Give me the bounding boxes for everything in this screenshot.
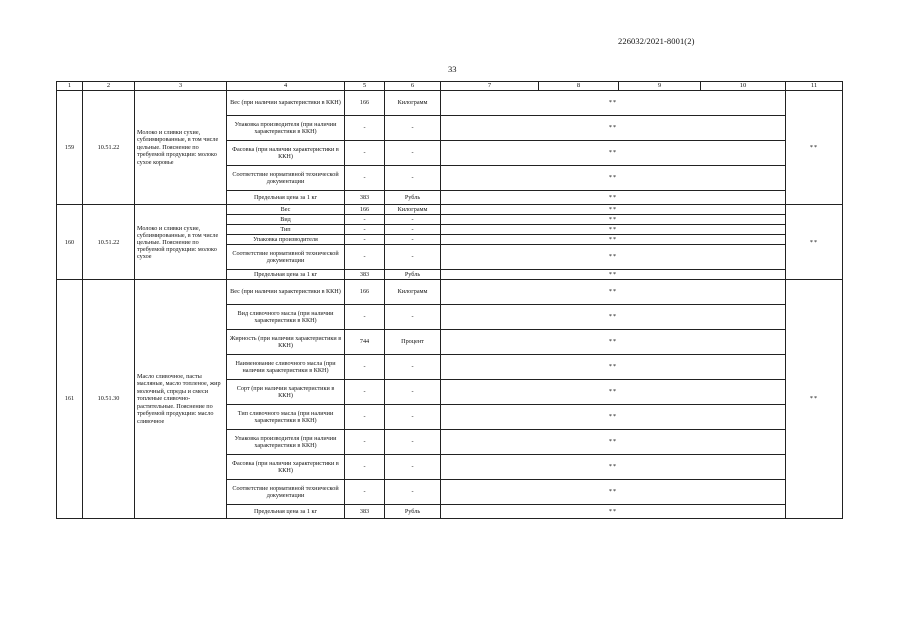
unit-name: Килограмм xyxy=(385,205,441,215)
column-number: 6 xyxy=(385,82,441,91)
product-description: Молоко и сливки сухие, сублимированные, в том числе цельные. Пояснение по требуемой продукции: молоко сухое коровье xyxy=(135,91,227,205)
unit-code: 383 xyxy=(345,191,385,205)
product-description: Молоко и сливки сухие, сублимированные, в том числе цельные. Пояснение по требуемой продукции: молоко сухое xyxy=(135,205,227,280)
characteristic-value: ** xyxy=(441,480,786,505)
characteristic-name: Предельная цена за 1 кг xyxy=(227,505,345,519)
unit-name: - xyxy=(385,455,441,480)
characteristic-name: Жирность (при наличии характеристики в ККН) xyxy=(227,330,345,355)
unit-name: - xyxy=(385,166,441,191)
unit-code: 383 xyxy=(345,505,385,519)
column-number: 2 xyxy=(83,82,135,91)
characteristic-value: ** xyxy=(441,116,786,141)
unit-code: - xyxy=(345,141,385,166)
unit-name: Рубль xyxy=(385,505,441,519)
row-number: 160 xyxy=(57,205,83,280)
characteristic-value: ** xyxy=(441,215,786,225)
unit-code: - xyxy=(345,245,385,270)
unit-code: - xyxy=(345,380,385,405)
column-11-value: ** xyxy=(786,91,843,205)
unit-code: - xyxy=(345,455,385,480)
characteristic-value: ** xyxy=(441,245,786,270)
okpd-code: 10.51.30 xyxy=(83,280,135,519)
characteristic-name: Упаковка производителя xyxy=(227,235,345,245)
procurement-table xyxy=(56,81,843,519)
unit-name: Рубль xyxy=(385,191,441,205)
column-number: 8 xyxy=(539,82,619,91)
column-number: 3 xyxy=(135,82,227,91)
unit-code: - xyxy=(345,235,385,245)
characteristic-value: ** xyxy=(441,225,786,235)
unit-code: 166 xyxy=(345,91,385,116)
characteristic-value: ** xyxy=(441,280,786,305)
unit-name: - xyxy=(385,215,441,225)
unit-code: 166 xyxy=(345,280,385,305)
okpd-code: 10.51.22 xyxy=(83,91,135,205)
characteristic-name: Вид сливочного масла (при наличии характеристики в ККН) xyxy=(227,305,345,330)
characteristic-name: Фасовка (при наличии характеристики в ККН) xyxy=(227,141,345,166)
characteristic-name: Предельная цена за 1 кг xyxy=(227,270,345,280)
characteristic-name: Наименование сливочного масла (при наличии характеристики в ККН) xyxy=(227,355,345,380)
characteristic-value: ** xyxy=(441,191,786,205)
table-row xyxy=(57,205,843,215)
column-number-row xyxy=(57,82,843,91)
characteristic-name: Соответствие нормативной технической документации xyxy=(227,480,345,505)
unit-name: - xyxy=(385,305,441,330)
unit-name: - xyxy=(385,430,441,455)
unit-code: - xyxy=(345,225,385,235)
unit-code: - xyxy=(345,116,385,141)
characteristic-value: ** xyxy=(441,91,786,116)
unit-code: - xyxy=(345,215,385,225)
unit-name: - xyxy=(385,405,441,430)
unit-name: Процент xyxy=(385,330,441,355)
unit-code: - xyxy=(345,305,385,330)
characteristic-name: Тип xyxy=(227,225,345,235)
column-number: 11 xyxy=(786,82,843,91)
row-number: 159 xyxy=(57,91,83,205)
unit-code: 383 xyxy=(345,270,385,280)
characteristic-name: Вид xyxy=(227,215,345,225)
unit-name: - xyxy=(385,141,441,166)
unit-name: - xyxy=(385,380,441,405)
unit-name: Килограмм xyxy=(385,280,441,305)
column-number: 7 xyxy=(441,82,539,91)
unit-name: - xyxy=(385,235,441,245)
table-row xyxy=(57,280,843,305)
unit-name: - xyxy=(385,480,441,505)
characteristic-name: Фасовка (при наличии характеристики в ККН) xyxy=(227,455,345,480)
characteristic-value: ** xyxy=(441,380,786,405)
column-11-value: ** xyxy=(786,280,843,519)
characteristic-name: Упаковка производителя (при наличии характеристики в ККН) xyxy=(227,430,345,455)
characteristic-value: ** xyxy=(441,455,786,480)
unit-name: Рубль xyxy=(385,270,441,280)
column-number: 10 xyxy=(701,82,786,91)
unit-code: - xyxy=(345,430,385,455)
characteristic-value: ** xyxy=(441,270,786,280)
okpd-code: 10.51.22 xyxy=(83,205,135,280)
document-number: 226032/2021-8001(2) xyxy=(618,36,695,46)
column-number: 4 xyxy=(227,82,345,91)
characteristic-name: Вес xyxy=(227,205,345,215)
table-row xyxy=(57,91,843,116)
characteristic-value: ** xyxy=(441,405,786,430)
unit-name: - xyxy=(385,116,441,141)
characteristic-name: Вес (при наличии характеристики в ККН) xyxy=(227,91,345,116)
characteristic-value: ** xyxy=(441,166,786,191)
unit-code: - xyxy=(345,355,385,380)
characteristic-value: ** xyxy=(441,430,786,455)
unit-code: 744 xyxy=(345,330,385,355)
unit-code: - xyxy=(345,480,385,505)
characteristic-value: ** xyxy=(441,505,786,519)
characteristic-name: Соответствие нормативной технической документации xyxy=(227,166,345,191)
characteristic-value: ** xyxy=(441,235,786,245)
column-number: 5 xyxy=(345,82,385,91)
characteristic-name: Вес (при наличии характеристики в ККН) xyxy=(227,280,345,305)
unit-code: - xyxy=(345,405,385,430)
column-number: 1 xyxy=(57,82,83,91)
characteristic-value: ** xyxy=(441,305,786,330)
product-description: Масло сливочное, пасты масляные, масло топленое, жир молочный, спреды и смеси топленые сливочно-растительные. Пояснение по требуемой продукции: масло сливочное xyxy=(135,280,227,519)
characteristic-value: ** xyxy=(441,330,786,355)
unit-name: - xyxy=(385,245,441,270)
unit-name: Килограмм xyxy=(385,91,441,116)
characteristic-name: Тип сливочного масла (при наличии характеристики в ККН) xyxy=(227,405,345,430)
unit-code: 166 xyxy=(345,205,385,215)
page-number: 33 xyxy=(448,64,457,74)
characteristic-name: Соответствие нормативной технической документации xyxy=(227,245,345,270)
characteristic-name: Упаковка производителя (при наличии характеристики в ККН) xyxy=(227,116,345,141)
column-number: 9 xyxy=(619,82,701,91)
unit-name: - xyxy=(385,225,441,235)
column-11-value: ** xyxy=(786,205,843,280)
characteristic-value: ** xyxy=(441,141,786,166)
unit-name: - xyxy=(385,355,441,380)
characteristic-name: Предельная цена за 1 кг xyxy=(227,191,345,205)
characteristic-value: ** xyxy=(441,205,786,215)
row-number: 161 xyxy=(57,280,83,519)
characteristic-name: Сорт (при наличии характеристики в ККН) xyxy=(227,380,345,405)
unit-code: - xyxy=(345,166,385,191)
characteristic-value: ** xyxy=(441,355,786,380)
